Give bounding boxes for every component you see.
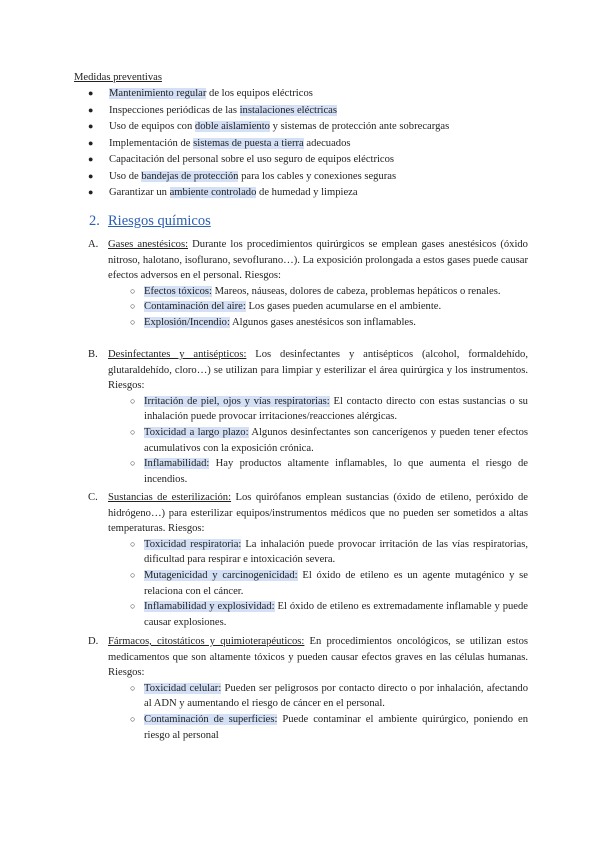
risk-block-b [88, 347, 528, 487]
risk-description: Desinfectantes y antisépticos: Los desinfectantes y antisépticos (alcohol, formaldehído, glutaraldehído, cloro…) se utilizan para limpiar y esterilizar el área quirúrgica y los instrumentos. Riesgos: [108, 349, 528, 392]
bullet-icon: ● [88, 88, 94, 98]
bullet-icon: ● [88, 121, 94, 131]
list-item: ● Implementación de sistemas de puesta a tierra adecuados [0, 136, 600, 153]
risk-title: Gases anestésicos: [108, 239, 189, 250]
section-number: 2. [89, 213, 100, 229]
risk-description: Fármacos, citostáticos y quimioterapéuticos: En procedimientos oncológicos, se utilizan estos medicamentos que son altamente tóxicos y pueden causar efectos graves en las células humanas. Riesgos: [108, 636, 528, 679]
circle-bullet-icon: ○ [130, 682, 136, 693]
item-letter: A. [88, 239, 99, 250]
circle-bullet-icon: ○ [130, 569, 136, 580]
list-item: ● Uso de bandejas de protección para los cables y conexiones seguras [0, 169, 600, 186]
section-title-chemical-risks [89, 214, 211, 230]
risk-description: Gases anestésicos: Durante los procedimientos quirúrgicos se emplean gases anestésicos (óxido nitroso, halotano, isoflurano, sevoflurano…). La exposición prolongada a estos gases puede causar efectos adversos en el personal. Riesgos: [108, 239, 528, 282]
list-item: ● Mantenimiento regular de los equipos eléctricos [0, 86, 600, 103]
risk-description: Sustancias de esterilización: Los quirófanos emplean sustancias (óxido de etileno, peróxido de hidrógeno…) para esterilizar equipos/instrumentos médicos que no pueden ser sometidos a altas temperaturas. Riesgos: [108, 492, 528, 535]
risk-block-d [88, 634, 528, 743]
circle-bullet-icon: ○ [130, 301, 136, 312]
circle-bullet-icon: ○ [130, 426, 136, 437]
risk-title: Sustancias de esterilización: [108, 492, 232, 503]
item-letter: C. [88, 492, 98, 503]
circle-bullet-icon: ○ [130, 285, 136, 296]
list-item: ○ Inflamabilidad: Hay productos altamente inflamables, lo que aumenta el riesgo de incendios. [130, 458, 528, 485]
risk-title: Fármacos, citostáticos y quimioterapéuticos: [108, 636, 305, 647]
preventive-measures-list [0, 86, 600, 202]
circle-bullet-icon: ○ [130, 713, 136, 724]
list-item: ○ Toxicidad respiratoria: La inhalación puede provocar irritación de las vías respiratorias, dificultad para respirar e intoxicación severa. [130, 538, 528, 566]
bullet-icon: ● [88, 187, 94, 197]
list-item: ○ Toxicidad a largo plazo: Algunos desinfectantes son cancerígenos y pueden tener efectos acumulativos con la exposición crónica. [130, 426, 528, 454]
section-title-text: Riesgos químicos [108, 213, 211, 229]
risk-block-a [88, 237, 528, 331]
list-item: ○ Explosión/Incendio: Algunos gases anestésicos son inflamables. [88, 315, 528, 331]
bullet-icon: ● [88, 170, 94, 181]
list-item: ○ Toxicidad celular: Pueden ser peligrosos por contacto directo o por inhalación, afectando al ADN y aumentando el riesgo de cáncer en el personal. [130, 682, 528, 710]
risk-sublist [88, 681, 528, 743]
list-item: ○ Efectos tóxicos: Mareos, náuseas, dolores de cabeza, problemas hepáticos o renales. [88, 284, 528, 300]
circle-bullet-icon: ○ [130, 538, 136, 549]
risk-sublist [88, 284, 528, 331]
bullet-icon: ● [88, 137, 94, 148]
risk-block-c [88, 490, 528, 630]
list-item: ● Inspecciones periódicas de las instalaciones eléctricas [0, 103, 600, 120]
item-letter: D. [88, 636, 99, 647]
risk-sublist [88, 537, 528, 631]
circle-bullet-icon: ○ [130, 316, 136, 327]
bullet-icon: ● [88, 104, 94, 115]
list-item: ○ Contaminación del aire: Los gases pueden acumularse en el ambiente. [88, 299, 528, 315]
list-item: ● Capacitación del personal sobre el uso seguro de equipos eléctricos [0, 152, 600, 169]
bullet-icon: ● [88, 154, 94, 164]
circle-bullet-icon: ○ [130, 395, 136, 406]
risk-title: Desinfectantes y antisépticos: [108, 349, 247, 360]
risk-sublist [88, 394, 528, 488]
list-item: ○ Irritación de piel, ojos y vías respiratorias: El contacto directo con estas sustancias o su inhalación puede provocar irritaciones/reacciones alérgicas. [130, 395, 528, 423]
list-item: ○ Contaminación de superficies: Puede contaminar el ambiente quirúrgico, poniendo en riesgo al personal [130, 713, 529, 741]
circle-bullet-icon: ○ [130, 601, 136, 612]
list-item: ○ Mutagenicidad y carcinogenicidad: El óxido de etileno es un agente mutagénico y se relaciona con el cáncer. [130, 569, 528, 597]
list-item: ● Uso de equipos con doble aislamiento y sistemas de protección ante sobrecargas [0, 119, 600, 136]
list-item: ○ Inflamabilidad y explosividad: El óxido de etileno es extremadamente inflamable y puede causar explosiones. [130, 601, 528, 628]
list-item: ● Garantizar un ambiente controlado de humedad y limpieza [0, 185, 600, 202]
circle-bullet-icon: ○ [130, 458, 136, 469]
preventive-measures-heading: Medidas preventivas [74, 72, 162, 83]
item-letter: B. [88, 349, 98, 360]
